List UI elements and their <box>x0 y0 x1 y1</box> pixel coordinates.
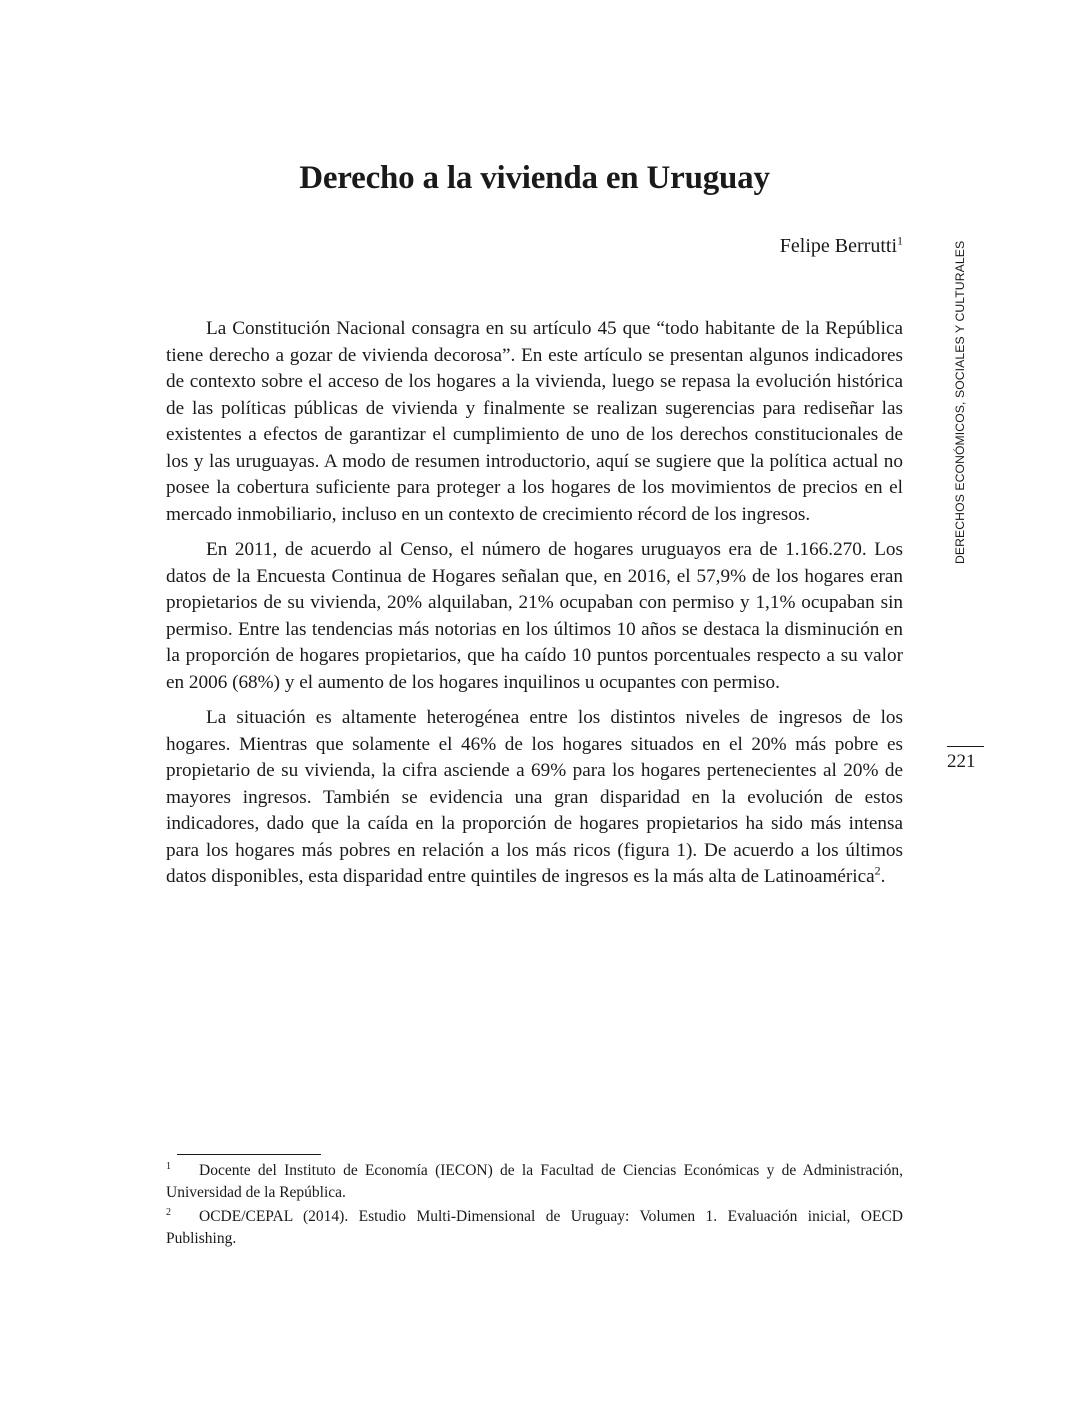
author-name <box>780 235 903 258</box>
footnote-text: Docente del Instituto de Economía (IECON) de la Facultad de Ciencias Económicas y de Administración, Universidad de la República. <box>166 1162 903 1201</box>
paragraph-2: En 2011, de acuerdo al Censo, el número de hogares uruguayos era de 1.166.270. Los datos de la Encuesta Continua de Hogares señalan que, en 2016, el 57,9% de los hogares eran propietarios de su vivienda, 20% alquilaban, 21% ocupaban con permiso y 1,1% ocupaban sin permiso. Entre las tendencias más notorias en los últimos 10 años se destaca la disminución en la proporción de hogares propietarios, que ha caído 10 puntos porcentuales respecto a su valor en 2006 (68%) y el aumento de los hogares inquilinos u ocupantes con permiso. <box>166 539 903 693</box>
article-body <box>166 316 903 900</box>
footnote-2: 2 OCDE/CEPAL (2014). Estudio Multi-Dimensional de Uruguay: Volumen 1. Evaluación inicial, OECD Publishing. <box>166 1206 903 1247</box>
page-number-rule <box>947 746 984 747</box>
paragraph-3 <box>166 705 903 891</box>
footnote-ref-2[interactable]: 2 <box>874 863 881 878</box>
footnote-separator <box>177 1154 321 1155</box>
author-footnote-ref[interactable]: 1 <box>897 233 903 248</box>
author-text: Felipe Berrutti <box>779 235 897 257</box>
paragraph-3-text: La situación es altamente heterogénea entre los distintos niveles de ingresos de los hogares. Mientras que solamente el 46% de los hogares situados en el 20% más pobre es propietario de su vivienda, la cifra asciende a 69% para los hogares pertenecientes al 20% de mayores ingresos. También se evidencia una gran disparidad en la evolución de estos indicadores, dado que la caída en la proporción de hogares propietarios ha sido más intensa para los hogares más pobres en relación a los más ricos (figura 1). De acuerdo a los últimos datos disponibles, esta disparidad entre quintiles de ingresos es la más alta de Latinoamérica <box>166 707 903 887</box>
section-side-label: DERECHOS ECONÓMICOS, SOCIALES Y CULTURALES <box>953 240 967 564</box>
paragraph-1: La Constitución Nacional consagra en su artículo 45 que “todo habitante de la República tiene derecho a gozar de vivienda decorosa”. En este artículo se presentan algunos indicadores de contexto sobre el acceso de los hogares a la vivienda, luego se repasa la evolución histórica de las políticas públicas de vivienda y finalmente se realizan sugerencias para rediseñar las existentes a efectos de garantizar el cumplimiento de uno de los derechos constitucionales de los y las uruguayas. A modo de resumen introductorio, aquí se sugiere que la política actual no posee la cobertura suficiente para proteger a los hogares de los movimientos de precios en el mercado inmobiliario, incluso en un contexto de crecimiento récord de los ingresos. <box>166 318 903 525</box>
footnotes <box>166 1160 903 1252</box>
footnote-text: OCDE/CEPAL (2014). Estudio Multi-Dimensional de Uruguay: Volumen 1. Evaluación inicial, OECD Publishing. <box>166 1208 903 1247</box>
paragraph-3-end: . <box>880 866 886 887</box>
page-number: 221 <box>947 751 976 772</box>
article-title: Derecho a la vivienda en Uruguay <box>299 160 770 196</box>
footnote-1: 1 Docente del Instituto de Economía (IECON) de la Facultad de Ciencias Económicas y de Administración, Universidad de la República. <box>166 1160 903 1201</box>
